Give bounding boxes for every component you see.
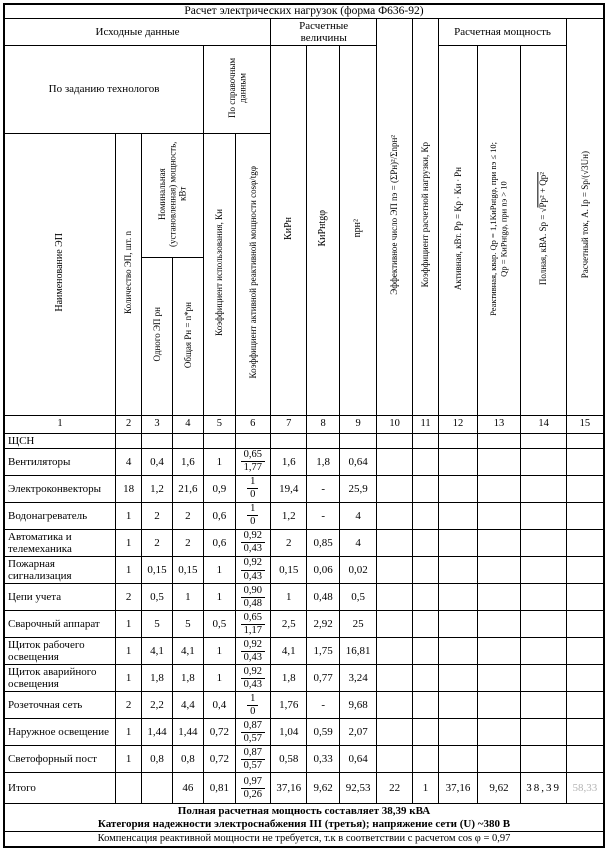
cell-p-total: 1 [172, 584, 203, 611]
table-row [4, 719, 604, 746]
cell-kipn: 1 [270, 584, 306, 611]
cell-empty [377, 611, 412, 638]
cell-kipn: 1,6 [270, 448, 306, 475]
cell-empty [477, 692, 521, 719]
cell-empty [521, 692, 567, 719]
cell-empty [439, 719, 478, 746]
cell-p-total: 2 [172, 502, 203, 529]
table-row [4, 638, 604, 665]
table-row [4, 475, 604, 502]
cell-empty [439, 746, 478, 773]
col-number: 4 [172, 415, 203, 433]
table-row [4, 584, 604, 611]
cell-p-one: 2,2 [142, 692, 172, 719]
cell-p-one: 2 [142, 529, 172, 556]
cell-qty: 1 [115, 746, 141, 773]
cell-cos-tg: $\frac{0,90}{0,48}$ [235, 584, 270, 611]
cell-empty [477, 665, 521, 692]
header-col7-kipn: КиPн [270, 45, 306, 415]
cell-empty [439, 611, 478, 638]
col-number: 7 [270, 415, 306, 433]
cell-p-total: 0,8 [172, 746, 203, 773]
cell-cos-tg: $\frac{0,97}{0,26}$ [235, 773, 270, 804]
table-row [4, 448, 604, 475]
cell-p-one: 1,2 [142, 475, 172, 502]
cell-p-total: 1,6 [172, 448, 203, 475]
cell-kipntg: 0,33 [307, 746, 339, 773]
cell-p-one: 0,4 [142, 448, 172, 475]
cell-kipn: 1,76 [270, 692, 306, 719]
table-row [4, 611, 604, 638]
table-row [4, 529, 604, 556]
cell-empty [439, 584, 478, 611]
cell-kipn: 1,2 [270, 502, 306, 529]
cell-cos-tg: $\frac{0,92}{0,43}$ [235, 665, 270, 692]
cell-empty [521, 529, 567, 556]
cell-empty [566, 529, 604, 556]
cell-empty [142, 433, 172, 448]
cell-kipntg: - [307, 502, 339, 529]
cell-cos-tg: $\frac{0,92}{0,43}$ [235, 529, 270, 556]
header-col3-single: Одного ЭП pн [142, 257, 172, 415]
cell-qty: 18 [115, 475, 141, 502]
cell-load-factor: 1 [412, 773, 438, 804]
cell-empty [566, 502, 604, 529]
cell-ki: 0,6 [204, 529, 235, 556]
notes-bold-row [4, 804, 604, 831]
cell-empty [566, 611, 604, 638]
cell-empty [477, 529, 521, 556]
header-col8-kipntg: КиPнtgφ [307, 45, 339, 415]
header-col4-total: Общая Pн = n*pн [172, 257, 203, 415]
cell-empty [521, 638, 567, 665]
cell-cos-tg: $\frac{0,87}{0,57}$ [235, 719, 270, 746]
cell-empty [439, 433, 478, 448]
cell-kipntg: 0,48 [307, 584, 339, 611]
cell-kipntg: 0,06 [307, 556, 339, 583]
table-row [4, 556, 604, 583]
cell-qty: 2 [115, 584, 141, 611]
cell-p-total: 0,15 [172, 556, 203, 583]
cell-empty [377, 584, 412, 611]
note-total-power: Полная расчетная мощность составляет 38,39 кВА [177, 805, 431, 818]
cell-kipn: 37,16 [270, 773, 306, 804]
cell-empty [566, 692, 604, 719]
cell-np2: 0,02 [339, 556, 376, 583]
cell-ki: 1 [204, 638, 235, 665]
cell-p-total: 2 [172, 529, 203, 556]
cell-ki: 1 [204, 665, 235, 692]
cell-empty [477, 611, 521, 638]
cell-np2: 0,64 [339, 448, 376, 475]
cell-kipn: 4,1 [270, 638, 306, 665]
header-col2-quantity: Количество ЭП, шт. n [115, 133, 141, 415]
cell-empty [339, 433, 376, 448]
cell-empty [439, 665, 478, 692]
cell-empty [377, 692, 412, 719]
header-col1-name: Наименование ЭП [4, 133, 115, 415]
cell-empty [521, 665, 567, 692]
cell-empty [412, 665, 438, 692]
cell-p-one: 1,8 [142, 665, 172, 692]
col-number: 10 [377, 415, 412, 433]
cell-empty [377, 746, 412, 773]
cell-kipntg: - [307, 475, 339, 502]
cell-np2: 9,68 [339, 692, 376, 719]
cell-qty: 4 [115, 448, 141, 475]
cell-p-one: 4,1 [142, 638, 172, 665]
cell-kipntg: - [307, 692, 339, 719]
cell-p-total: 4,1 [172, 638, 203, 665]
cell-empty [377, 529, 412, 556]
note-reliability-category: Категория надежности электроснабжения III (третья); напряжение сети (U) ~380 В [97, 817, 511, 830]
cell-qty: 2 [115, 692, 141, 719]
cell-kipntg: 2,92 [307, 611, 339, 638]
cell-empty [270, 433, 306, 448]
cell-active-power: 37,16 [439, 773, 478, 804]
cell-p-one: 0,5 [142, 584, 172, 611]
cell-ki: 0,4 [204, 692, 235, 719]
col-number: 15 [566, 415, 604, 433]
cell-ki: 0,5 [204, 611, 235, 638]
cell-kipntg: 0,85 [307, 529, 339, 556]
cell-empty [172, 433, 203, 448]
cell-empty [377, 638, 412, 665]
header-col34-nominal-power: Номинальная (установленная) мощность, кВт [142, 133, 204, 257]
cell-p-one: 1,44 [142, 719, 172, 746]
column-numbers-row [4, 415, 604, 433]
cell-cos-tg: $\frac{0,65}{1,17}$ [235, 611, 270, 638]
cell-empty [412, 746, 438, 773]
cell-kipn: 19,4 [270, 475, 306, 502]
cell-empty [566, 665, 604, 692]
cell-full-power: 38,39 [521, 773, 567, 804]
cell-p-total: 4,4 [172, 692, 203, 719]
cell-kipn: 2 [270, 529, 306, 556]
totals-label: Итого [4, 773, 115, 804]
cell-empty [412, 529, 438, 556]
cell-empty [204, 433, 235, 448]
header-group-initial-data: Исходные данные [4, 18, 270, 45]
cell-empty [477, 746, 521, 773]
cell-ki: 0,72 [204, 746, 235, 773]
cell-p-total: 1,44 [172, 719, 203, 746]
cell-empty [477, 502, 521, 529]
cell-empty [377, 665, 412, 692]
col-number: 5 [204, 415, 235, 433]
cell-np2: 0,64 [339, 746, 376, 773]
cell-kipn: 2,5 [270, 611, 306, 638]
cell-p-one: 2 [142, 502, 172, 529]
cell-qty: 1 [115, 665, 141, 692]
col-number: 8 [307, 415, 339, 433]
cell-empty [477, 433, 521, 448]
cell-ki: 0,6 [204, 502, 235, 529]
section-label: ЩСН [4, 433, 115, 448]
col-number: 14 [521, 415, 567, 433]
cell-empty [439, 448, 478, 475]
cell-qty [115, 773, 141, 804]
col-number: 9 [339, 415, 376, 433]
form-title: Расчет электрических нагрузок (форма Ф636-92) [4, 4, 604, 18]
load-calculation-table [3, 3, 605, 848]
cell-empty [477, 638, 521, 665]
header-group-calc-power: Расчетная мощность [439, 18, 567, 45]
cell-empty [477, 556, 521, 583]
header-col15-current: Расчетный ток, А. Iр = Sр/(√3Uн) [566, 18, 604, 415]
cell-empty [439, 638, 478, 665]
cell-empty [521, 502, 567, 529]
cell-empty [566, 638, 604, 665]
cell-kipntg: 9,62 [307, 773, 339, 804]
cell-empty [439, 529, 478, 556]
col-number: 12 [439, 415, 478, 433]
ep-name: Электроконвекторы [4, 475, 115, 502]
col-number: 11 [412, 415, 438, 433]
cell-empty [521, 448, 567, 475]
cell-empty [412, 692, 438, 719]
cell-np2: 4 [339, 529, 376, 556]
cell-empty [477, 448, 521, 475]
cell-p-total: 1,8 [172, 665, 203, 692]
cell-qty: 1 [115, 529, 141, 556]
cell-empty [521, 611, 567, 638]
col-number: 3 [142, 415, 172, 433]
cell-empty [566, 719, 604, 746]
cell-empty [412, 584, 438, 611]
header-by-technologists: По заданию технологов [4, 45, 204, 133]
cell-np2: 25 [339, 611, 376, 638]
ep-name: Щиток рабочего освещения [4, 638, 115, 665]
cell-empty [477, 584, 521, 611]
cell-p-one [142, 773, 172, 804]
cell-empty [412, 433, 438, 448]
cell-effective-number: 22 [377, 773, 412, 804]
cell-empty [412, 719, 438, 746]
cell-kipn: 0,15 [270, 556, 306, 583]
header-col11-load-factor: Коэффициент расчетной нагрузки, Кр [412, 18, 438, 415]
header-col14-full-power: Полная, кВА. Sр = √Pр² + Qр² [521, 45, 567, 415]
ep-name: Сварочный аппарат [4, 611, 115, 638]
cell-empty [412, 638, 438, 665]
header-col6-cos-tg: Коэффициент активной реактивной мощности cosφ/tgφ [235, 133, 270, 415]
header-col9-np2: npн² [339, 45, 376, 415]
cell-empty [377, 433, 412, 448]
cell-kipn: 0,58 [270, 746, 306, 773]
cell-empty [377, 719, 412, 746]
totals-row [4, 773, 604, 804]
cell-qty: 1 [115, 638, 141, 665]
cell-np2: 16,81 [339, 638, 376, 665]
cell-empty [412, 611, 438, 638]
cell-empty [377, 448, 412, 475]
ep-name: Светофорный пост [4, 746, 115, 773]
cell-empty [307, 433, 339, 448]
cell-np2: 25,9 [339, 475, 376, 502]
cell-kipntg: 1,8 [307, 448, 339, 475]
header-col5-usage-factor: Коэффициент использования, Ки [204, 133, 235, 415]
col-number: 13 [477, 415, 521, 433]
cell-cos-tg: $\frac{0,87}{0,57}$ [235, 746, 270, 773]
col-number: 1 [4, 415, 115, 433]
cell-ki: 1 [204, 584, 235, 611]
header-group-calc-values: Расчетные величины [270, 18, 376, 45]
cell-empty [412, 448, 438, 475]
cell-np2: 4 [339, 502, 376, 529]
cell-empty [566, 433, 604, 448]
table-row [4, 692, 604, 719]
table-row [4, 746, 604, 773]
cell-empty [412, 475, 438, 502]
header-by-reference: По справочным данным [204, 45, 271, 133]
cell-empty [566, 475, 604, 502]
cell-cos-tg: $\frac{0,65}{1,77}$ [235, 448, 270, 475]
cell-empty [439, 692, 478, 719]
cell-cos-tg: $\frac{1}{0}$ [235, 502, 270, 529]
cell-ki: 0,72 [204, 719, 235, 746]
cell-calc-current: 58,33 [566, 773, 604, 804]
cell-empty [566, 448, 604, 475]
cell-ki: 1 [204, 448, 235, 475]
cell-kipn: 1,04 [270, 719, 306, 746]
cell-kipn: 1,8 [270, 665, 306, 692]
cell-qty: 1 [115, 611, 141, 638]
cell-np2: 0,5 [339, 584, 376, 611]
note-compensation: Компенсация реактивной мощности не требуется, т.к в соответствии с расчетом cos φ = 0,97 [4, 831, 604, 847]
col-number: 6 [235, 415, 270, 433]
cell-empty [377, 502, 412, 529]
ep-name: Автоматика и телемеханика [4, 529, 115, 556]
cell-np2: 92,53 [339, 773, 376, 804]
ep-name: Водонагреватель [4, 502, 115, 529]
cell-empty [521, 556, 567, 583]
cell-empty [412, 502, 438, 529]
cell-cos-tg: $\frac{1}{0}$ [235, 475, 270, 502]
cell-empty [377, 475, 412, 502]
cell-empty [521, 719, 567, 746]
ep-name: Пожарная сигнализация [4, 556, 115, 583]
ep-name: Наружное освещение [4, 719, 115, 746]
notes-bold-cell [4, 804, 604, 831]
cell-empty [439, 475, 478, 502]
cell-empty [477, 475, 521, 502]
cell-p-one: 0,8 [142, 746, 172, 773]
cell-ki: 1 [204, 556, 235, 583]
cell-kipntg: 0,59 [307, 719, 339, 746]
cell-ki: 0,9 [204, 475, 235, 502]
cell-qty: 1 [115, 556, 141, 583]
cell-empty [521, 433, 567, 448]
table-row [4, 665, 604, 692]
cell-empty [439, 556, 478, 583]
cell-ki: 0,81 [204, 773, 235, 804]
col-number: 2 [115, 415, 141, 433]
cell-cos-tg: $\frac{0,92}{0,43}$ [235, 638, 270, 665]
ep-name: Щиток аварийного освещения [4, 665, 115, 692]
cell-p-total: 5 [172, 611, 203, 638]
cell-empty [115, 433, 141, 448]
cell-qty: 1 [115, 719, 141, 746]
cell-reactive-power: 9,62 [477, 773, 521, 804]
cell-kipntg: 1,75 [307, 638, 339, 665]
cell-qty: 1 [115, 502, 141, 529]
cell-empty [477, 719, 521, 746]
cell-p-total: 46 [172, 773, 203, 804]
cell-np2: 3,24 [339, 665, 376, 692]
table-row [4, 502, 604, 529]
cell-empty [521, 746, 567, 773]
cell-empty [521, 584, 567, 611]
cell-kipntg: 0,77 [307, 665, 339, 692]
header-col10-effective-number: Эффективное число ЭП nэ = (ΣPн)²/Σnpн² [377, 18, 412, 415]
cell-empty [235, 433, 270, 448]
cell-empty [439, 502, 478, 529]
ep-name: Вентиляторы [4, 448, 115, 475]
cell-empty [412, 556, 438, 583]
cell-empty [377, 556, 412, 583]
notes-plain-row [4, 831, 604, 847]
cell-empty [566, 556, 604, 583]
section-row [4, 433, 604, 448]
header-col12-active-power: Активная, кВт. Pр = Кр ∙ Ки ∙ Pн [439, 45, 478, 415]
cell-cos-tg: $\frac{0,92}{0,43}$ [235, 556, 270, 583]
cell-empty [566, 746, 604, 773]
cell-p-one: 0,15 [142, 556, 172, 583]
cell-empty [521, 475, 567, 502]
cell-empty [566, 584, 604, 611]
ep-name: Розеточная сеть [4, 692, 115, 719]
header-col13-reactive-power: Реактивная, квар. Qр = 1,1КиPнtgφ, при nэ ≤ 10; Qр = КиPнtgφ, при nэ > 10 [477, 45, 521, 415]
cell-p-total: 21,6 [172, 475, 203, 502]
ep-name: Цепи учета [4, 584, 115, 611]
cell-p-one: 5 [142, 611, 172, 638]
cell-np2: 2,07 [339, 719, 376, 746]
cell-cos-tg: $\frac{1}{0}$ [235, 692, 270, 719]
